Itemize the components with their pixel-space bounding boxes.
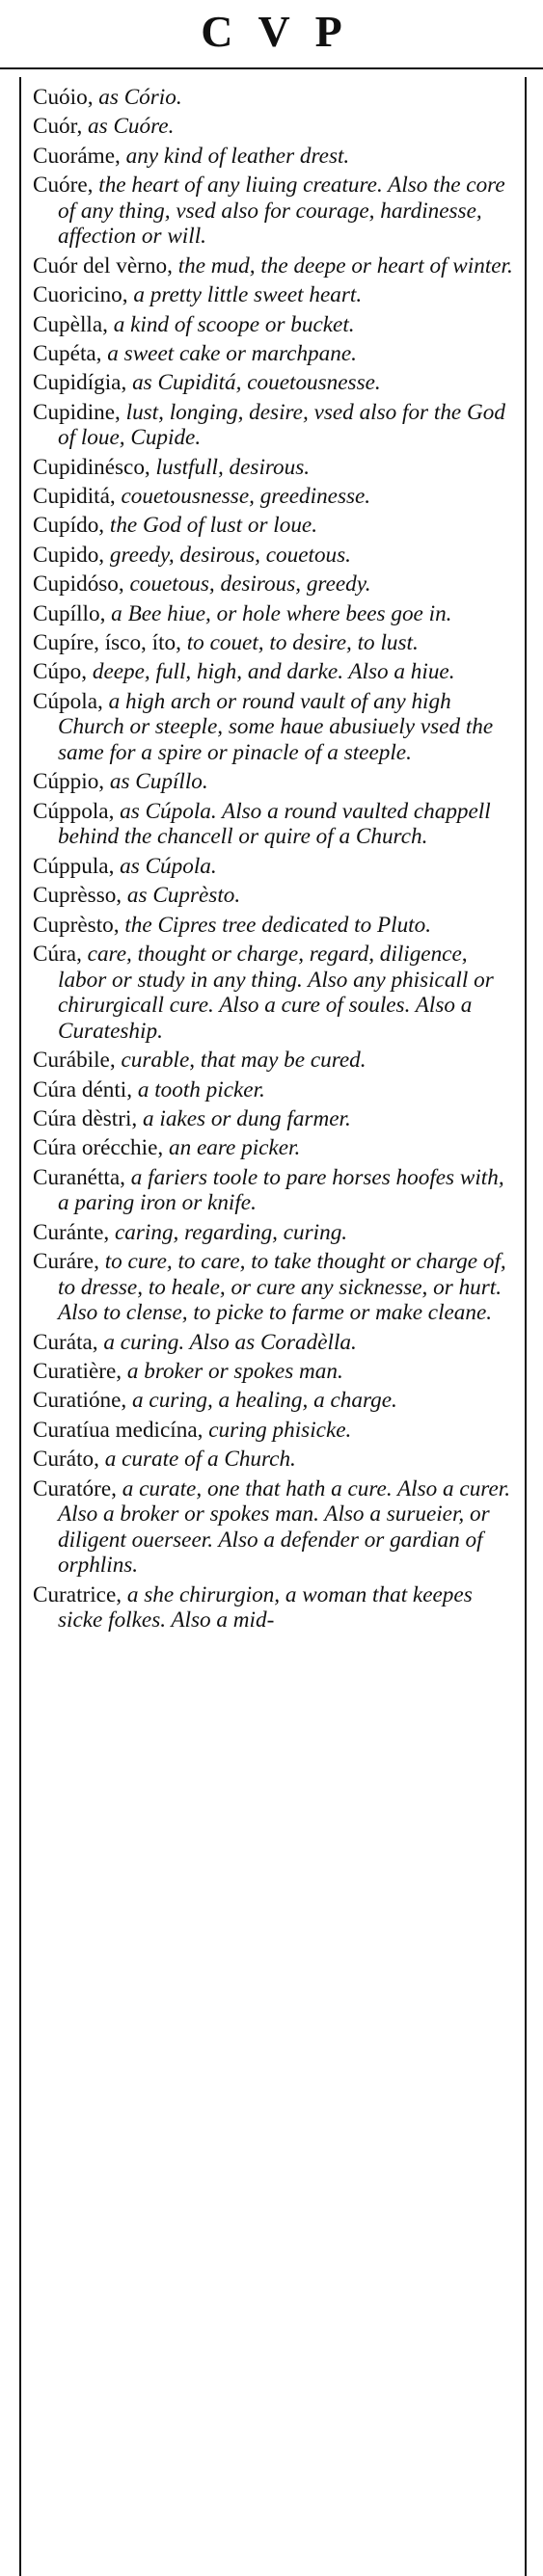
entry-definition: as Cúpola. (120, 853, 217, 879)
entry-definition: as Cupíllo. (109, 769, 208, 795)
entry-definition: a kind of scoope or bucket. (113, 311, 355, 337)
dictionary-entry (33, 1249, 515, 1326)
dictionary-entry (33, 689, 515, 766)
entry-headword: Cúppula, (33, 853, 115, 879)
entry-headword: Cúppio, (33, 769, 105, 795)
dictionary-entry (33, 173, 515, 250)
dictionary-entry (33, 942, 515, 1044)
dictionary-entry (33, 282, 515, 308)
entry-definition: a curate, one that hath a cure. Also a curer. Also a broker or spokes man. Also a surueier, or diligent ouerseer. Also a defender or gardian of orphlins. (58, 1475, 511, 1579)
entry-headword: Curáre, (33, 1249, 99, 1275)
entry-definition: curable, that may be cured. (121, 1048, 367, 1074)
entry-headword: Cupidinésco, (33, 454, 150, 480)
dictionary-entry (33, 144, 515, 170)
entry-headword: Cupidine, (33, 399, 121, 425)
entry-definition: deepe, full, high, and darke. Also a hiue. (92, 659, 455, 685)
entry-definition: a high arch or round vault of any high Church or steeple, some haue abusiuely vsed the same for a spire or pinacle of a steeple. (58, 688, 494, 765)
dictionary-entry (33, 601, 515, 627)
entry-headword: Cupído, (33, 513, 105, 539)
entry-definition: the God of lust or loue. (109, 513, 318, 539)
entry-definition: a sweet cake or marchpane. (107, 340, 357, 366)
dictionary-entry (33, 484, 515, 510)
entry-headword: Curáta, (33, 1329, 98, 1355)
entry-headword: Cupidígia, (33, 370, 127, 396)
entry-headword: Curábile, (33, 1048, 116, 1074)
entry-definition: as Cuprèsto. (126, 883, 241, 909)
dictionary-entry (33, 253, 515, 279)
entry-headword: Cuprèsto, (33, 912, 120, 938)
entry-definition: a curate of a Church. (104, 1447, 296, 1473)
entry-headword: Cuprèsso, (33, 883, 122, 909)
entry-headword: Curánte, (33, 1219, 110, 1245)
dictionary-entry (33, 1220, 515, 1246)
dictionary-entry (33, 1330, 515, 1356)
dictionary-entry (33, 1418, 515, 1444)
entry-definition: as Cupiditá, couetousnesse. (132, 370, 381, 396)
entry-definition: a curing. Also as Coradèlla. (103, 1329, 357, 1355)
dictionary-entry (33, 114, 515, 140)
entry-definition: a fariers toole to pare horses hoofes with, a paring iron or knife. (58, 1164, 504, 1216)
dictionary-entry (33, 1447, 515, 1473)
dictionary-entry (33, 659, 515, 685)
entry-definition: caring, regarding, curing. (115, 1219, 348, 1245)
entry-headword: Cupido, (33, 542, 105, 568)
dictionary-entry (33, 571, 515, 598)
entry-definition: a iakes or dung farmer. (142, 1105, 351, 1131)
dictionary-entry (33, 1359, 515, 1385)
entry-definition: any kind of leather drest. (125, 143, 350, 169)
dictionary-entry (33, 312, 515, 338)
dictionary-entry (33, 400, 515, 451)
entry-headword: Cuóre, (33, 173, 94, 199)
entry-definition: a Bee hiue, or hole where bees goe in. (111, 600, 452, 626)
entry-definition: a curing, a healing, a charge. (132, 1388, 397, 1414)
entry-headword: Cupíre, ísco, íto, (33, 630, 181, 656)
dictionary-entry (33, 85, 515, 111)
entry-definition: the mud, the deepe or heart of winter. (177, 252, 513, 279)
entry-definition: the Cipres tree dedicated to Pluto. (124, 912, 432, 938)
entry-headword: Cupíllo, (33, 600, 106, 626)
dictionary-entry (33, 1388, 515, 1414)
entry-headword: Cupèlla, (33, 311, 108, 337)
entry-headword: Curatióne, (33, 1388, 127, 1414)
entry-headword: Cúpola, (33, 688, 103, 714)
entry-headword: Curanétta, (33, 1164, 125, 1190)
entry-definition: greedy, desirous, couetous. (109, 542, 351, 568)
dictionary-entry (33, 1048, 515, 1074)
entry-headword: Curatóre, (33, 1475, 117, 1501)
page-header (0, 0, 543, 69)
entry-definition: to cure, to care, to take thought or charge of, to dresse, to heale, or cure any sicknesse, or hurt. Also to clense, to picke to farme or make cleane. (58, 1249, 506, 1326)
entry-definition: a she chirurgion, a woman that keepes sicke folkes. Also a mid- (58, 1581, 473, 1633)
dictionary-entry (33, 341, 515, 367)
entry-headword: Curatíua medicína, (33, 1417, 204, 1443)
entry-headword: Cupidóso, (33, 571, 124, 598)
dictionary-entry (33, 455, 515, 481)
dictionary-entry (33, 883, 515, 909)
entry-definition: as Cório. (98, 85, 182, 110)
dictionary-entry (33, 769, 515, 795)
entry-definition: lustfull, desirous. (155, 454, 311, 480)
entry-headword: Cupéta, (33, 340, 102, 366)
entry-definition: as Cúpola. Also a round vaulted chappell behind the chancell or quire of a Church. (58, 798, 491, 850)
dictionary-entry (33, 630, 515, 656)
dictionary-column (19, 77, 527, 2576)
dictionary-entry (33, 913, 515, 939)
entry-list (33, 85, 515, 1637)
entry-definition: a tooth picker. (137, 1076, 265, 1102)
entry-headword: Cuór del vèrno, (33, 252, 173, 279)
page-title: CVP (201, 7, 367, 56)
entry-definition: to couet, to desire, to lust. (186, 630, 419, 656)
entry-definition: a broker or spokes man. (126, 1359, 343, 1385)
dictionary-entry (33, 854, 515, 880)
dictionary-entry (33, 1165, 515, 1216)
entry-headword: Cupiditá, (33, 484, 116, 510)
entry-headword: Curatrice, (33, 1581, 122, 1607)
entry-headword: Cuoricino, (33, 282, 128, 308)
entry-definition: curing phisicke. (208, 1417, 352, 1443)
entry-headword: Cuóio, (33, 85, 94, 110)
dictionary-entry (33, 513, 515, 539)
entry-definition: lust, longing, desire, vsed also for the God of loue, Cupide. (58, 399, 505, 451)
entry-definition: the heart of any liuing creature. Also the core of any thing, vsed also for courage, hardinesse, affection or will. (58, 173, 505, 250)
entry-headword: Cúra, (33, 941, 82, 967)
entry-headword: Curáto, (33, 1447, 99, 1473)
entry-headword: Cuór, (33, 114, 83, 140)
dictionary-entry (33, 1106, 515, 1132)
dictionary-entry (33, 1135, 515, 1161)
entry-definition: care, thought or charge, regard, diligence, labor or study in any thing. Also any phisicall or chirurgicall cure. Also a cure of soules. Also a Curateship. (58, 941, 494, 1044)
entry-definition: couetousnesse, greedinesse. (121, 484, 371, 510)
dictionary-entry (33, 543, 515, 569)
entry-definition: a pretty little sweet heart. (133, 282, 363, 308)
entry-headword: Cuoráme, (33, 143, 121, 169)
entry-headword: Cúra dénti, (33, 1076, 133, 1102)
dictionary-entry (33, 1476, 515, 1579)
dictionary-entry (33, 370, 515, 396)
dictionary-entry (33, 799, 515, 850)
entry-definition: an eare picker. (168, 1135, 301, 1161)
dictionary-entry (33, 1077, 515, 1103)
entry-headword: Cúpo, (33, 659, 88, 685)
entry-headword: Cúppola, (33, 798, 115, 824)
entry-headword: Curatière, (33, 1359, 122, 1385)
entry-headword: Cúra dèstri, (33, 1105, 138, 1131)
entry-definition: as Cuóre. (88, 114, 175, 140)
entry-definition: couetous, desirous, greedy. (129, 571, 371, 598)
dictionary-entry (33, 1582, 515, 1633)
entry-headword: Cúra orécchie, (33, 1135, 164, 1161)
